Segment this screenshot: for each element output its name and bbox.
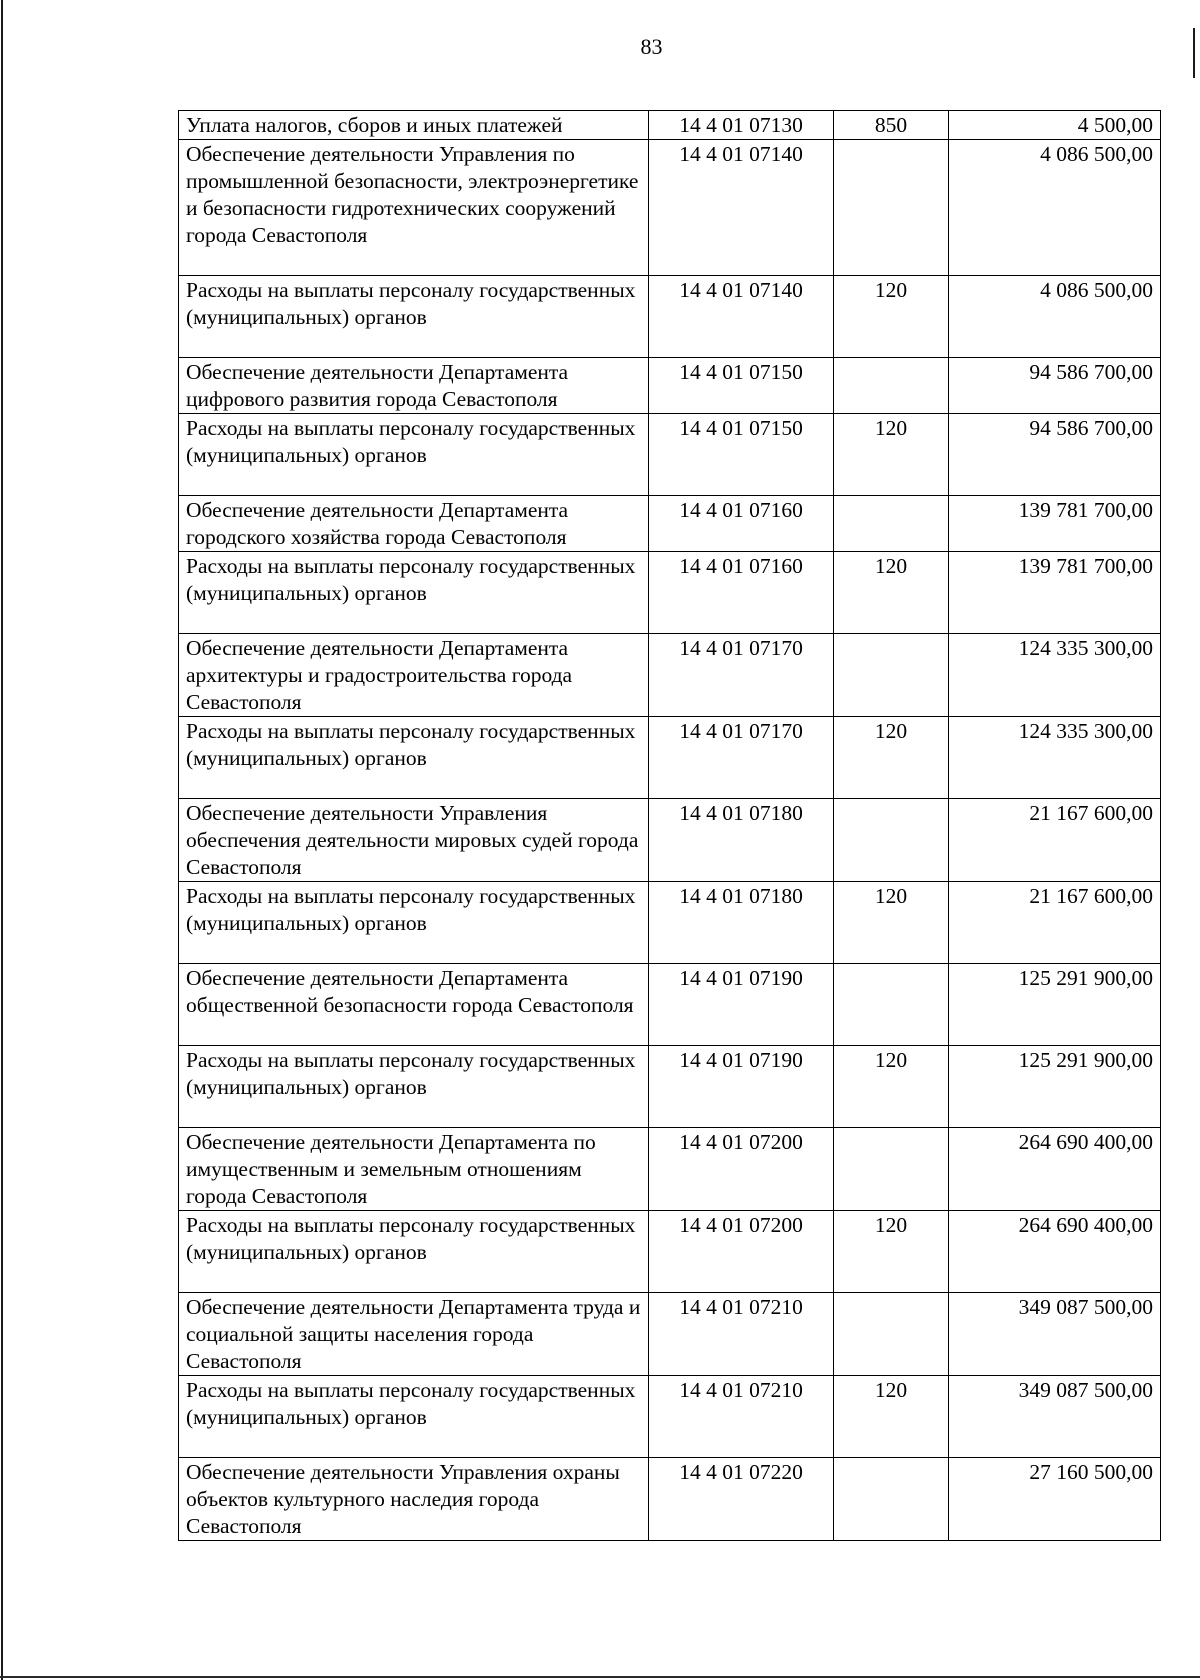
cell-code: 14 4 01 07220: [649, 1458, 834, 1541]
cell-code: 14 4 01 07150: [649, 414, 834, 496]
cell-code: 14 4 01 07170: [649, 717, 834, 799]
cell-sum: 264 690 400,00: [949, 1128, 1161, 1211]
cell-sum: 27 160 500,00: [949, 1458, 1161, 1541]
cell-type: [834, 1293, 949, 1376]
scan-edge-left: [1, 0, 3, 1680]
cell-type: [834, 140, 949, 276]
cell-type: 120: [834, 1376, 949, 1458]
cell-type: 120: [834, 1211, 949, 1293]
cell-type: [834, 964, 949, 1046]
cell-name: Уплата налогов, сборов и иных платежей: [179, 111, 649, 140]
table-row: [179, 358, 1161, 414]
cell-sum: 124 335 300,00: [949, 634, 1161, 717]
cell-code: 14 4 01 07140: [649, 276, 834, 358]
cell-name: Обеспечение деятельности Департамента архитектуры и градостроительства города Севастополя: [179, 634, 649, 717]
cell-code: 14 4 01 07180: [649, 882, 834, 964]
cell-sum: 21 167 600,00: [949, 882, 1161, 964]
cell-sum: 349 087 500,00: [949, 1293, 1161, 1376]
cell-code: 14 4 01 07160: [649, 496, 834, 552]
cell-sum: 125 291 900,00: [949, 964, 1161, 1046]
scan-edge-bottom: [0, 1676, 1200, 1678]
cell-code: 14 4 01 07150: [649, 358, 834, 414]
table-row: [179, 964, 1161, 1046]
cell-sum: 264 690 400,00: [949, 1211, 1161, 1293]
table-row: [179, 799, 1161, 882]
cell-name: Расходы на выплаты персоналу государственных (муниципальных) органов: [179, 882, 649, 964]
cell-name: Расходы на выплаты персоналу государственных (муниципальных) органов: [179, 1376, 649, 1458]
cell-name: Обеспечение деятельности Департамента труда и социальной защиты населения города Севастополя: [179, 1293, 649, 1376]
cell-code: 14 4 01 07180: [649, 799, 834, 882]
cell-code: 14 4 01 07160: [649, 552, 834, 634]
table-row: [179, 140, 1161, 276]
cell-sum: 139 781 700,00: [949, 552, 1161, 634]
table-row: [179, 552, 1161, 634]
cell-sum: 139 781 700,00: [949, 496, 1161, 552]
cell-name: Расходы на выплаты персоналу государственных (муниципальных) органов: [179, 276, 649, 358]
cell-sum: 125 291 900,00: [949, 1046, 1161, 1128]
table-row: [179, 1128, 1161, 1211]
cell-name: Обеспечение деятельности Управления охраны объектов культурного наследия города Севастополя: [179, 1458, 649, 1541]
table-row: [179, 1046, 1161, 1128]
cell-sum: 21 167 600,00: [949, 799, 1161, 882]
cell-type: 120: [834, 717, 949, 799]
table-row: [179, 1293, 1161, 1376]
cell-code: 14 4 01 07130: [649, 111, 834, 140]
cell-type: 120: [834, 1046, 949, 1128]
table-row: [179, 276, 1161, 358]
cell-type: [834, 634, 949, 717]
cell-name: Обеспечение деятельности Управления обеспечения деятельности мировых судей города Севастополя: [179, 799, 649, 882]
cell-name: Расходы на выплаты персоналу государственных (муниципальных) органов: [179, 1211, 649, 1293]
cell-type: [834, 496, 949, 552]
table-row: [179, 1458, 1161, 1541]
cell-type: 120: [834, 414, 949, 496]
cell-type: [834, 1128, 949, 1211]
table-row: [179, 882, 1161, 964]
cell-code: 14 4 01 07210: [649, 1376, 834, 1458]
page-number: 83: [640, 34, 663, 59]
cell-sum: 94 586 700,00: [949, 358, 1161, 414]
table-row: [179, 414, 1161, 496]
cell-sum: 4 086 500,00: [949, 276, 1161, 358]
cell-name: Обеспечение деятельности Департамента общественной безопасности города Севастополя: [179, 964, 649, 1046]
cell-sum: 4 500,00: [949, 111, 1161, 140]
cell-code: 14 4 01 07200: [649, 1211, 834, 1293]
cell-sum: 124 335 300,00: [949, 717, 1161, 799]
cell-name: Обеспечение деятельности Департамента городского хозяйства города Севастополя: [179, 496, 649, 552]
table-row: [179, 1211, 1161, 1293]
cell-name: Расходы на выплаты персоналу государственных (муниципальных) органов: [179, 414, 649, 496]
cell-type: [834, 799, 949, 882]
cell-code: 14 4 01 07210: [649, 1293, 834, 1376]
cell-name: Обеспечение деятельности Департамента по имущественным и земельным отношениям города Севастополя: [179, 1128, 649, 1211]
cell-type: 120: [834, 882, 949, 964]
cell-name: Обеспечение деятельности Департамента цифрового развития города Севастополя: [179, 358, 649, 414]
cell-type: 120: [834, 552, 949, 634]
table-row: [179, 1376, 1161, 1458]
cell-type: 850: [834, 111, 949, 140]
cell-code: 14 4 01 07190: [649, 964, 834, 1046]
cell-code: 14 4 01 07190: [649, 1046, 834, 1128]
cell-sum: 349 087 500,00: [949, 1376, 1161, 1458]
cell-name: Расходы на выплаты персоналу государственных (муниципальных) органов: [179, 1046, 649, 1128]
cell-sum: 94 586 700,00: [949, 414, 1161, 496]
table-row: [179, 496, 1161, 552]
cell-code: 14 4 01 07170: [649, 634, 834, 717]
cell-name: Расходы на выплаты персоналу государственных (муниципальных) органов: [179, 552, 649, 634]
cell-type: 120: [834, 276, 949, 358]
cell-code: 14 4 01 07140: [649, 140, 834, 276]
table-row: [179, 634, 1161, 717]
table-row: [179, 111, 1161, 140]
cell-code: 14 4 01 07200: [649, 1128, 834, 1211]
cell-name: Обеспечение деятельности Управления по промышленной безопасности, электроэнергетике и безопасности гидротехнических сооружений города Севастополя: [179, 140, 649, 276]
table-row: [179, 717, 1161, 799]
cell-name: Расходы на выплаты персоналу государственных (муниципальных) органов: [179, 717, 649, 799]
cell-type: [834, 358, 949, 414]
budget-expenditure-table: [178, 110, 1161, 1541]
cell-type: [834, 1458, 949, 1541]
cell-sum: 4 086 500,00: [949, 140, 1161, 276]
